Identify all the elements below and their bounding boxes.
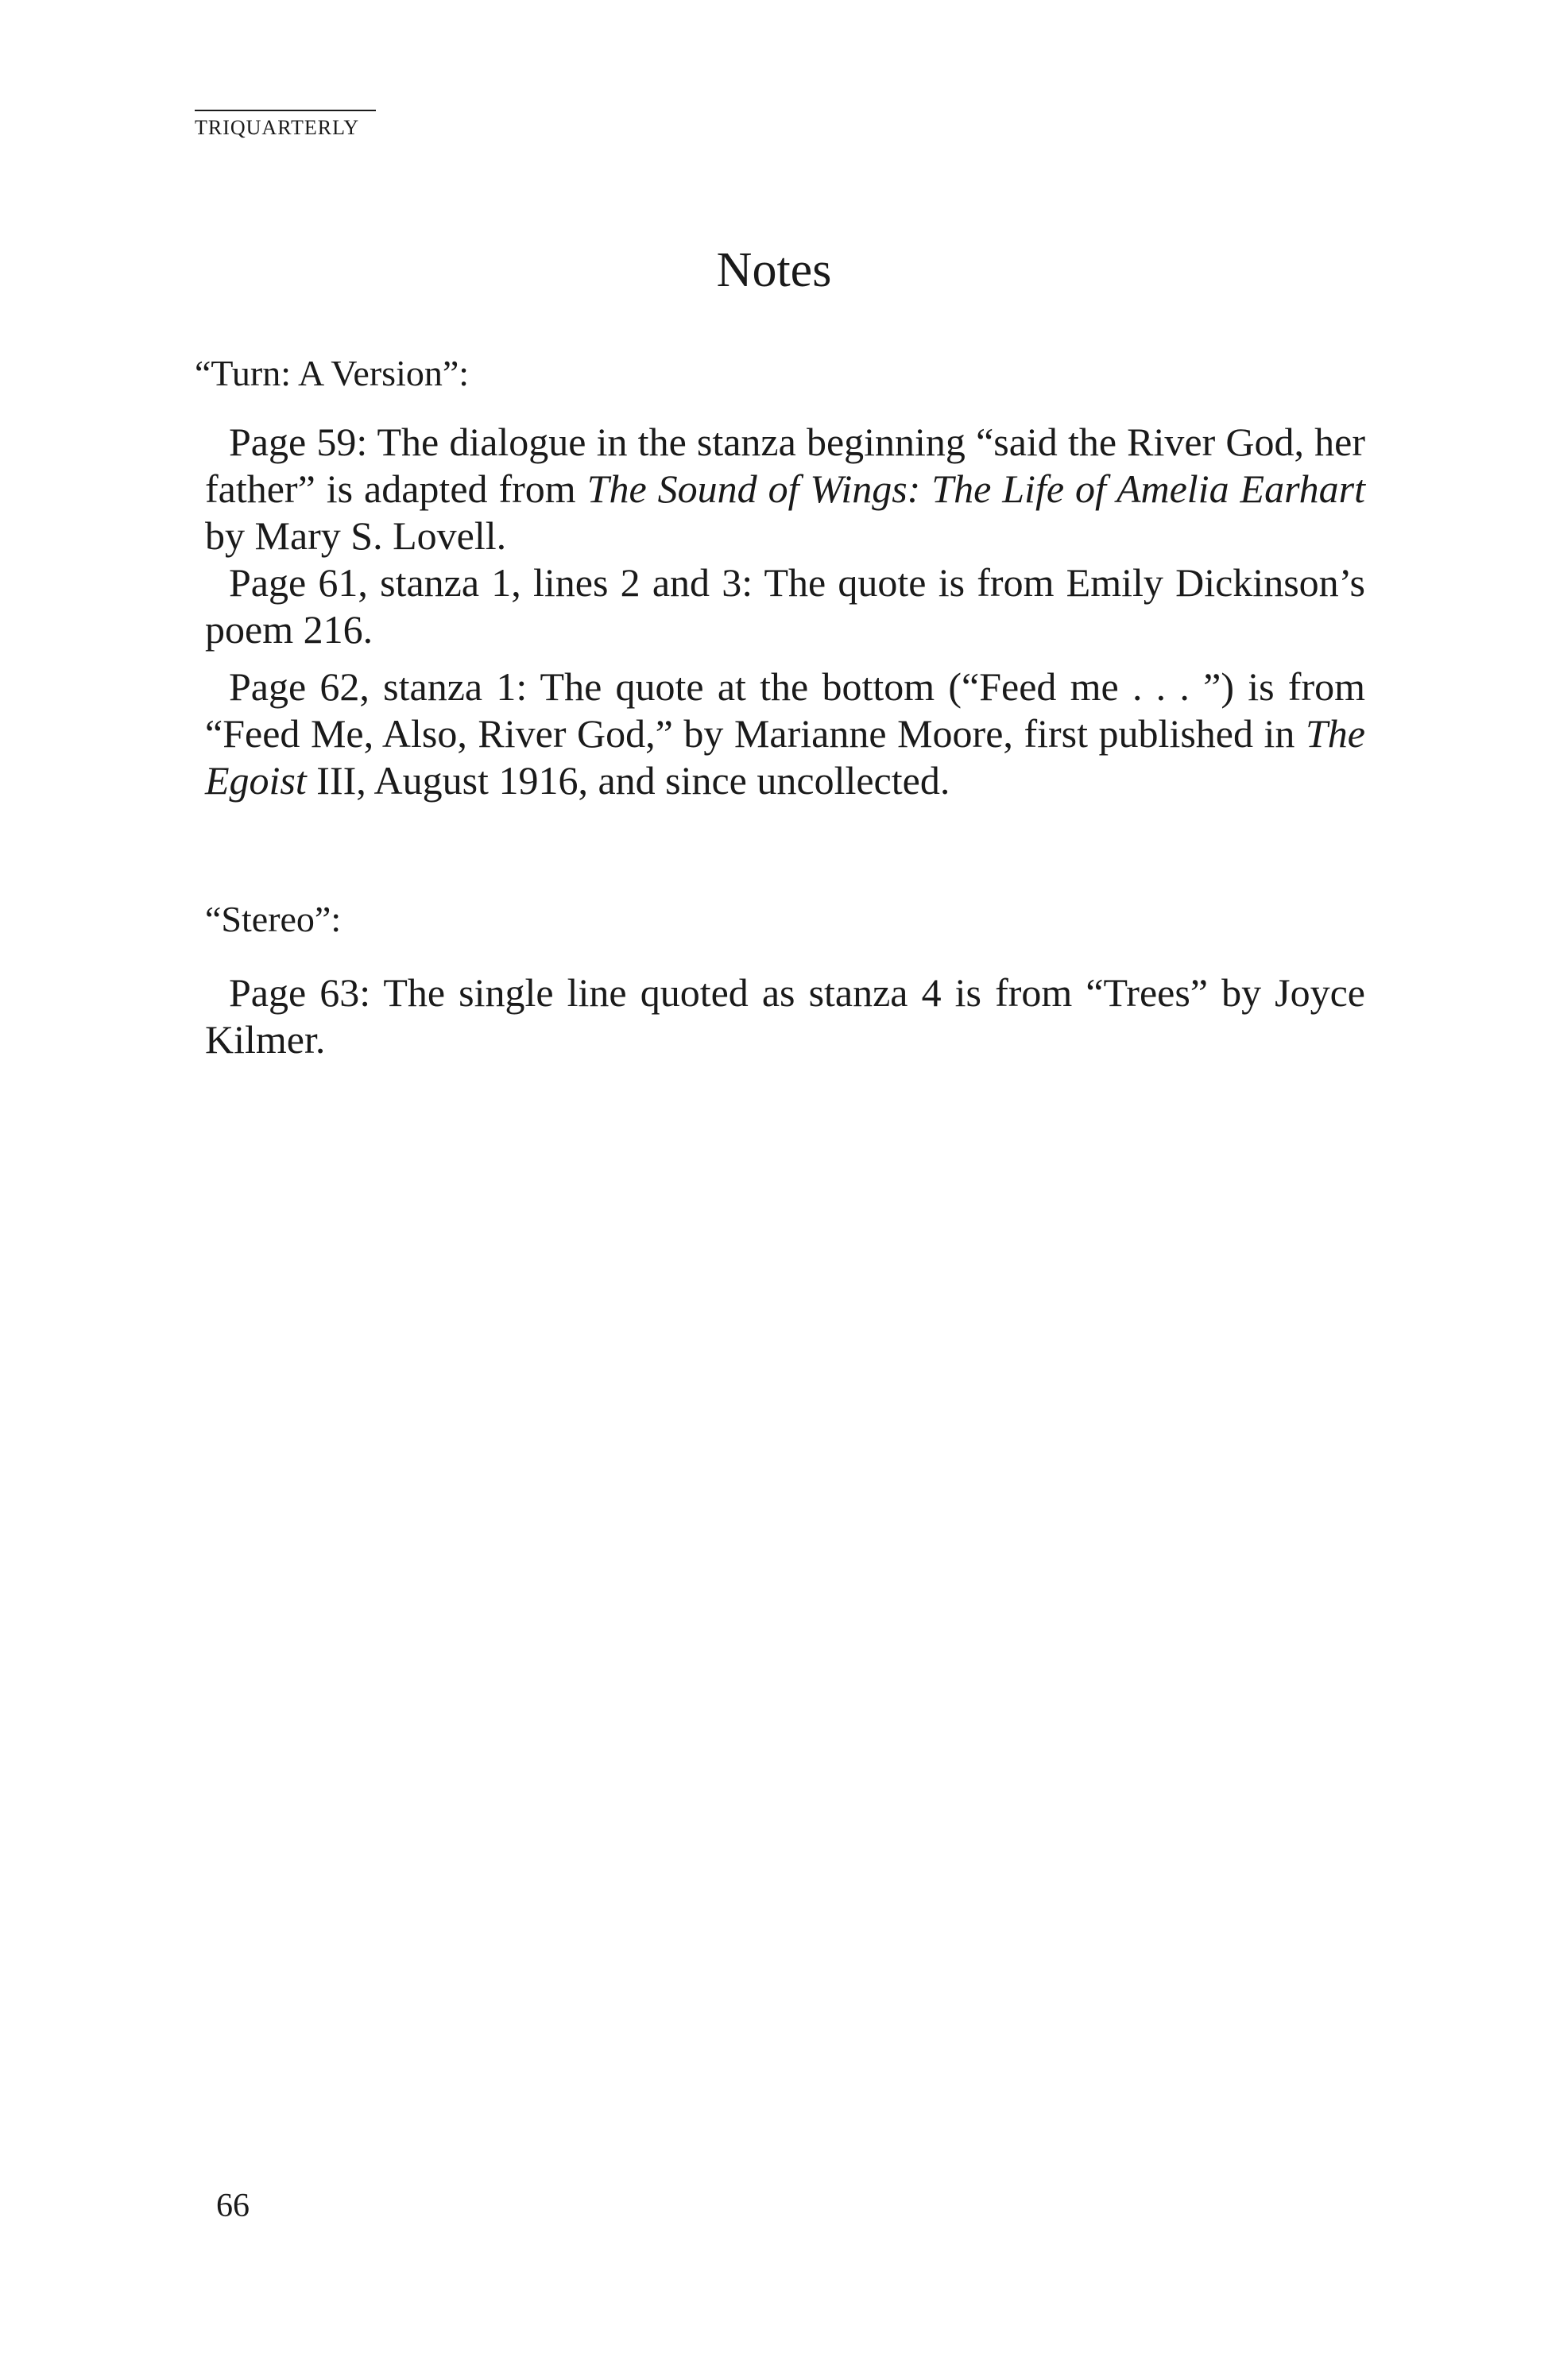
note-page-59 <box>205 419 1365 559</box>
running-head: TRIQUARTERLY <box>195 116 360 139</box>
note-page-62 <box>205 664 1365 804</box>
book-title: The Sound of Wings: The Life of Amelia Earhart <box>586 466 1365 511</box>
section-heading-turn: “Turn: A Version”: <box>195 353 470 393</box>
running-head-rule <box>195 110 376 111</box>
page-number: 66 <box>216 2188 250 2224</box>
section-heading-stereo: “Stereo”: <box>205 899 342 939</box>
note-page-63: Page 63: The single line quoted as stanza 4 is from “Trees” by Joyce Kilmer. <box>205 970 1365 1062</box>
note-text: Page 59: The dialogue in the stanza beginning “said the River God, her father” is adapted from <box>205 420 1365 511</box>
note-page-61: Page 61, stanza 1, lines 2 and 3: The quote is from Emily Dickinson’s poem 216. <box>205 560 1365 652</box>
page-title: Notes <box>716 243 832 297</box>
note-text: Page 62, stanza 1: The quote at the bottom (“Feed me . . . ”) is from “Feed Me, Also, River God,” by Marianne Moore, first published in <box>205 664 1365 756</box>
note-text: by Mary S. Lovell. <box>205 513 507 558</box>
note-text: III, August 1916, and since uncollected. <box>306 758 950 803</box>
journal-title: The Egoist <box>205 711 1365 803</box>
